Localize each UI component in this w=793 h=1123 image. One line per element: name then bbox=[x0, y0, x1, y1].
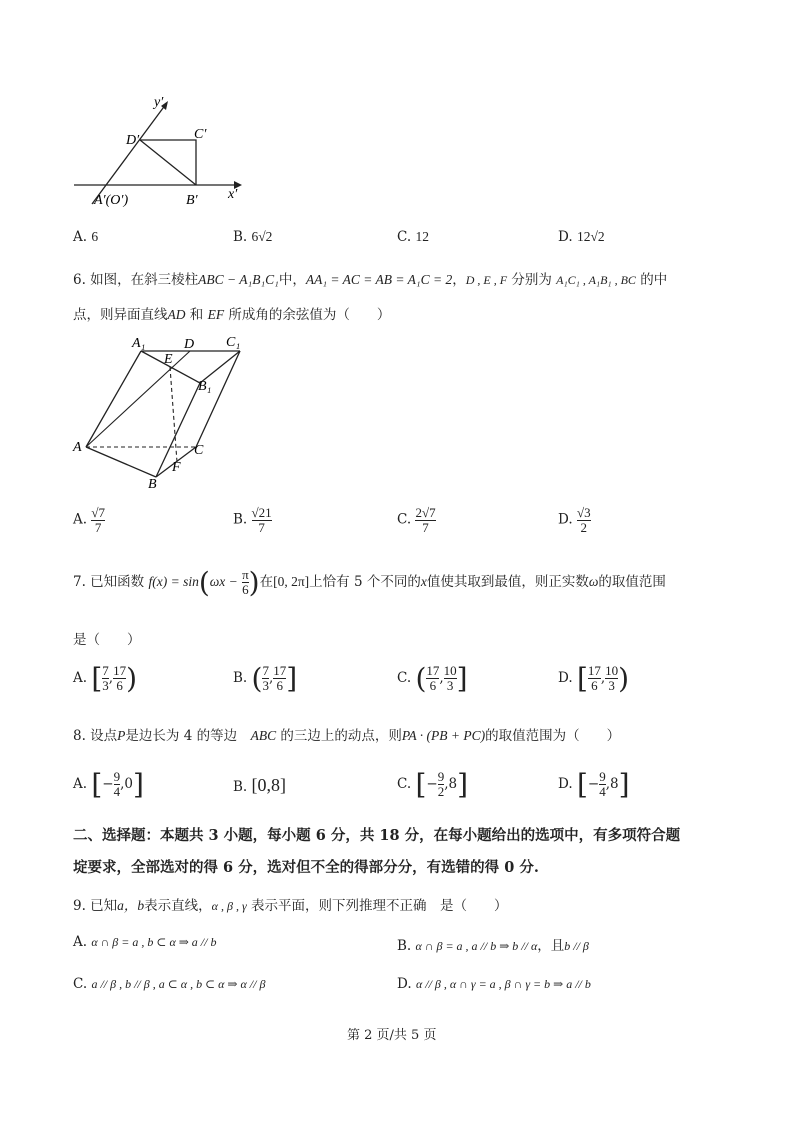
page-footer: 第 2 页/共 5 页 bbox=[347, 1028, 437, 1043]
a-label: A′(O′) bbox=[94, 193, 129, 208]
c1-label: C₁ bbox=[226, 335, 241, 350]
f-label: F bbox=[172, 460, 181, 475]
q8-option-d[interactable]: D. [− $\frac{9}{4}$ ,8] bbox=[558, 768, 630, 801]
q8-option-b[interactable]: B. [0,8] bbox=[233, 775, 287, 795]
q7-option-d[interactable]: D. [ $\frac{17}{6}$ , $\frac{10}{3}$ ) bbox=[558, 662, 630, 695]
c-label: C bbox=[194, 443, 204, 458]
a1-label: A₁ bbox=[132, 336, 146, 351]
q6-prism-figure bbox=[70, 330, 250, 492]
q9-option-d[interactable]: D. α // β , α ∩ γ = a , β ∩ γ = b ⇒ a // b bbox=[397, 976, 591, 992]
q9-option-a[interactable]: A. α ∩ β = a , b ⊂ α ⇒ a // b bbox=[73, 934, 217, 950]
c-label: C′ bbox=[194, 127, 207, 142]
q7-stem-line1: 7. 已知函数 f(x) = sin(ωx − $\frac{\pi}{6}$ )在[0, 2π]上恰有 5 个不同的x值使其取到最值，则正实数ω的取值范围 bbox=[73, 566, 666, 599]
b-label: B bbox=[148, 477, 157, 492]
q7-stem-line2: 是（ ） bbox=[73, 632, 141, 648]
q7-option-a[interactable]: A. [ $\frac{7}{3}$ , $\frac{17}{6}$ ) bbox=[73, 662, 138, 695]
q6-option-d[interactable]: D. $\frac{√3}{2}$ bbox=[558, 505, 591, 535]
a-label: A bbox=[73, 440, 82, 455]
q6-option-c[interactable]: C. $\frac{2√7}{7}$ bbox=[397, 505, 436, 535]
q6-option-b[interactable]: B. $\frac{√21}{7}$ bbox=[233, 505, 272, 535]
q7-option-b[interactable]: B. ( $\frac{7}{3}$ , $\frac{17}{6}$ ] bbox=[233, 662, 298, 695]
q6-option-a[interactable]: A. $\frac{√7}{7}$ bbox=[73, 505, 105, 535]
q7-option-c[interactable]: C. ( $\frac{17}{6}$ , $\frac{10}{3}$ ] bbox=[397, 662, 468, 695]
d-label: D′ bbox=[126, 133, 140, 148]
q8-option-a[interactable]: A. [− $\frac{9}{4}$ ,0] bbox=[73, 768, 144, 801]
q6-stem-line2: 点，则异面直线AD 和 EF 所成角的余弦值为（ ） bbox=[73, 307, 391, 323]
x-axis-label: x′ bbox=[228, 187, 238, 202]
q5-option-a[interactable]: A. 6 bbox=[73, 229, 99, 245]
q6-stem-line1: 6. 如图，在斜三棱柱ABC − A₁B₁C₁中，AA₁ = AC = AB = A₁C = 2，D , E , F 分别为 A₁C₁ , A₁B₁ , BC 的中 bbox=[73, 272, 668, 288]
y-axis-label: y′ bbox=[154, 95, 164, 110]
d-label: D bbox=[184, 337, 195, 352]
section2-heading-line1: 二、选择题：本题共 3 小题，每小题 6 分，共 18 分，在每小题给出的选项中，有多项符合题 bbox=[73, 827, 681, 844]
q5-option-d[interactable]: D. 12√2 bbox=[558, 229, 605, 245]
q5-coordinate-figure bbox=[68, 92, 248, 210]
q8-stem: 8. 设点P是边长为 4 的等边 ABC 的三边上的动点，则PA · (PB + PC)的取值范围为（ ） bbox=[73, 728, 621, 744]
e-label: E bbox=[164, 352, 173, 367]
q8-option-c[interactable]: C. [− $\frac{9}{2}$ ,8] bbox=[397, 768, 469, 801]
q9-option-c[interactable]: C. a // β , b // β , a ⊂ α , b ⊂ α ⇒ α // β bbox=[73, 976, 266, 992]
q9-option-b[interactable]: B. α ∩ β = a , a // b ⇒ b // α，且b // β bbox=[397, 938, 589, 954]
b1-label: B₁ bbox=[198, 379, 212, 394]
section2-heading-line2: 埞要求，全部选对的得 6 分，选对但不全的得部分分，有选错的得 0 分. bbox=[73, 859, 539, 876]
q5-option-b[interactable]: B. 6√2 bbox=[233, 229, 273, 245]
q9-stem: 9. 已知a，b表示直线，α , β , γ 表示平面，则下列推理不正确 是（ ） bbox=[73, 898, 508, 914]
q5-option-c[interactable]: C. 12 bbox=[397, 229, 429, 245]
b-label: B′ bbox=[186, 193, 198, 208]
